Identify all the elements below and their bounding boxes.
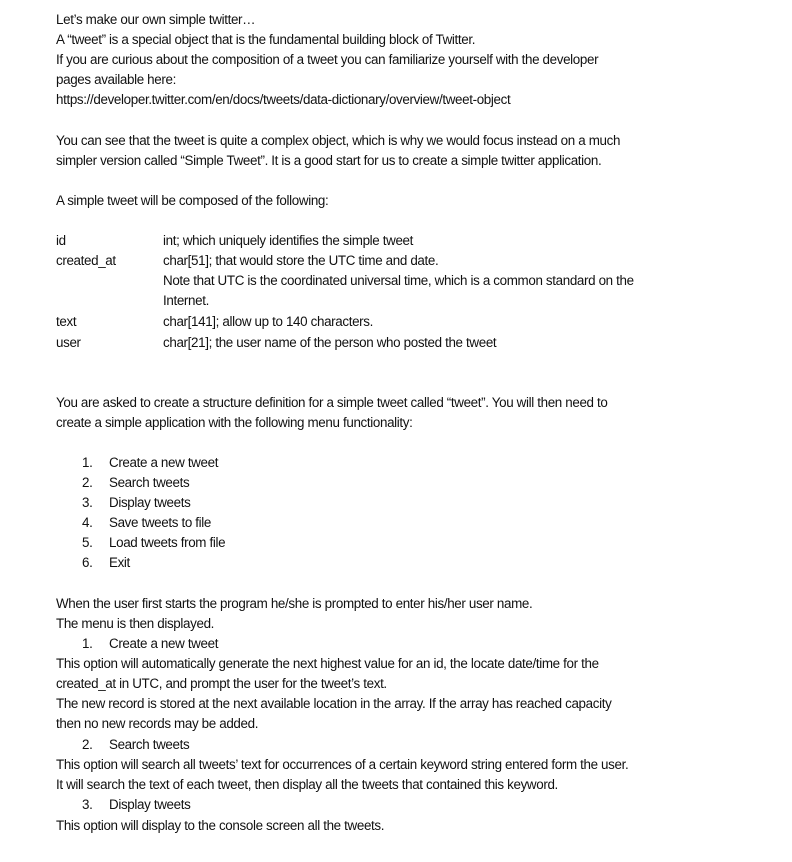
field-name: created_at	[56, 253, 116, 268]
menu-item: Search tweets	[109, 475, 190, 490]
field-desc: int; which uniquely identifies the simple tweet	[163, 233, 414, 248]
field-name: user	[56, 335, 81, 350]
field-desc: char[21]; the user name of the person who posted the tweet	[163, 335, 497, 350]
developer-url: https://developer.twitter.com/en/docs/tweets/data-dictionary/overview/tweet-object	[56, 92, 511, 107]
option-line: It will search the text of each tweet, then display all the tweets that contained this keyword.	[56, 777, 558, 792]
intro-line: If you are curious about the composition of a tweet you can familiarize yourself with the developer	[56, 52, 599, 67]
option-line: This option will search all tweets’ text for occurrences of a certain keyword string entered form the user.	[56, 757, 629, 772]
field-desc: Note that UTC is the coordinated universal time, which is a common standard on the	[163, 273, 634, 288]
field-name: id	[56, 233, 66, 248]
field-desc: char[141]; allow up to 140 characters.	[163, 314, 374, 329]
option-line: This option will automatically generate the next highest value for an id, the locate date/time for the	[56, 656, 599, 671]
menu-item: Load tweets from file	[109, 535, 226, 550]
paragraph-line: create a simple application with the following menu functionality:	[56, 415, 413, 430]
composed-heading: A simple tweet will be composed of the following:	[56, 193, 329, 208]
menu-number: 4.	[82, 515, 93, 530]
menu-number: 5.	[82, 535, 93, 550]
field-name: text	[56, 314, 77, 329]
option-line: created_at in UTC, and prompt the user for the tweet’s text.	[56, 676, 387, 691]
option-heading: Create a new tweet	[109, 636, 219, 651]
paragraph-line: When the user first starts the program he/she is prompted to enter his/her user name.	[56, 596, 533, 611]
menu-item: Exit	[109, 555, 130, 570]
paragraph-line: The menu is then displayed.	[56, 616, 215, 631]
option-line: then no new records may be added.	[56, 716, 259, 731]
menu-number: 6.	[82, 555, 93, 570]
menu-item: Display tweets	[109, 495, 191, 510]
menu-item: Save tweets to file	[109, 515, 212, 530]
option-heading: Search tweets	[109, 737, 190, 752]
intro-line: Let’s make our own simple twitter…	[56, 12, 256, 27]
option-number: 2.	[82, 737, 93, 752]
intro-line: pages available here:	[56, 72, 176, 87]
paragraph-line: You are asked to create a structure definition for a simple tweet called “tweet”. You will then need to	[56, 395, 608, 410]
field-desc: Internet.	[163, 293, 209, 308]
option-line: This option will display to the console screen all the tweets.	[56, 818, 385, 833]
option-line: The new record is stored at the next available location in the array. If the array has reached capacity	[56, 696, 612, 711]
field-desc: char[51]; that would store the UTC time and date.	[163, 253, 439, 268]
option-number: 3.	[82, 797, 93, 812]
paragraph-line: simpler version called “Simple Tweet”. It is a good start for us to create a simple twitter application.	[56, 153, 602, 168]
menu-item: Create a new tweet	[109, 455, 219, 470]
menu-number: 3.	[82, 495, 93, 510]
menu-number: 2.	[82, 475, 93, 490]
option-heading: Display tweets	[109, 797, 191, 812]
intro-line: A “tweet” is a special object that is the fundamental building block of Twitter.	[56, 32, 476, 47]
option-number: 1.	[82, 636, 93, 651]
paragraph-line: You can see that the tweet is quite a complex object, which is why we would focus instead on a much	[56, 133, 621, 148]
menu-number: 1.	[82, 455, 93, 470]
